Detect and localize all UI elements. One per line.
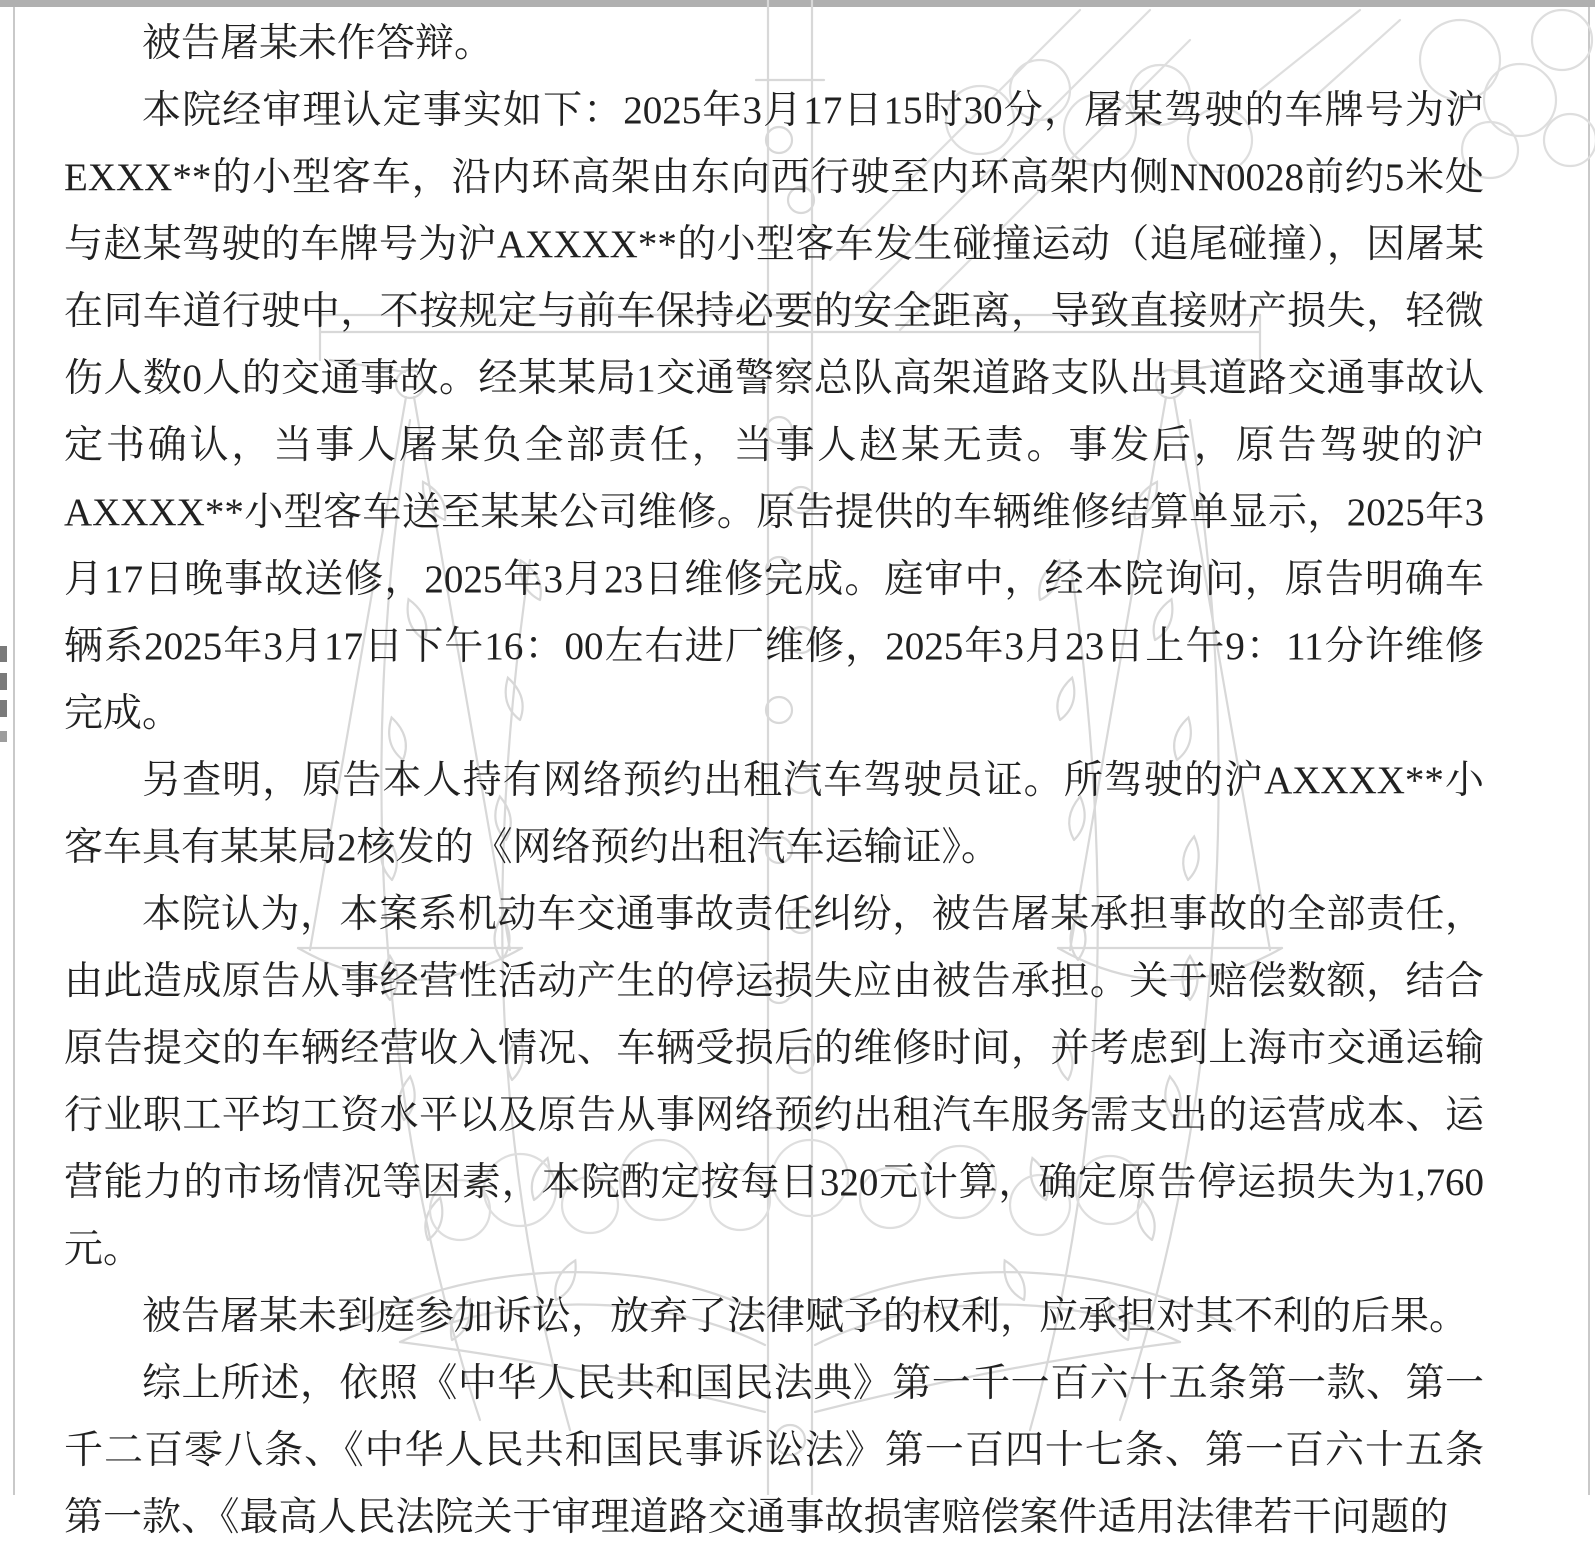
paragraph-absence-consequence: 被告屠某未到庭参加诉讼，放弃了法律赋予的权利，应承担对其不利的后果。 bbox=[142, 1295, 1469, 1338]
judgment-body bbox=[64, 10, 1484, 1551]
paragraph-legal-basis: 综上所述，依照《中华人民共和国民法典》第一千一百六十五条第一款、第一千二百零八条、《中华人民共和国民事诉讼法》第一百四十七条、第一百六十五条第一款、《最高人民法院关于审理道路交通事故损害赔偿案件适用法律若干问题的 bbox=[64, 1362, 1484, 1539]
paragraph-court-opinion: 本院认为，本案系机动车交通事故责任纠纷，被告屠某承担事故的全部责任，由此造成原告从事经营性活动产生的停运损失应由被告承担。关于赔偿数额，结合原告提交的车辆经营收入情况、车辆受损后的维修时间，并考虑到上海市交通运输行业职工平均工资水平以及原告从事网络预约出租汽车服务需支出的运营成本、运营能力的市场情况等因素，本院酌定按每日320元计算，确定原告停运损失为1,760元。 bbox=[64, 893, 1484, 1271]
paragraph-defense-statement: 被告屠某未作答辩。 bbox=[142, 22, 494, 65]
paragraph-additional-findings: 另查明，原告本人持有网络预约出租汽车驾驶员证。所驾驶的沪AXXXX**小客车具有某某局2核发的《网络预约出租汽车运输证》。 bbox=[64, 759, 1484, 869]
paragraph-facts-found: 本院经审理认定事实如下：2025年3月17日15时30分，屠某驾驶的车牌号为沪EXXX**的小型客车，沿内环高架由东向西行驶至内环高架内侧NN0028前约5米处与赵某驾驶的车牌号为沪AXXXX**的小型客车发生碰撞运动（追尾碰撞），因屠某在同车道行驶中，不按规定与前车保持必要的安全距离，导致直接财产损失，轻微伤人数0人的交通事故。经某某局1交通警察总队高架道路支队出具道路交通事故认定书确认，当事人屠某负全部责任，当事人赵某无责。事发后，原告驾驶的沪AXXXX**小型客车送至某某公司维修。原告提供的车辆维修结算单显示，2025年3月17日晚事故送修，2025年3月23日维修完成。庭审中，经本院询问，原告明确车辆系2025年3月17日下午16：00左右进厂维修，2025年3月23日上午9：11分许维修完成。 bbox=[64, 89, 1484, 735]
